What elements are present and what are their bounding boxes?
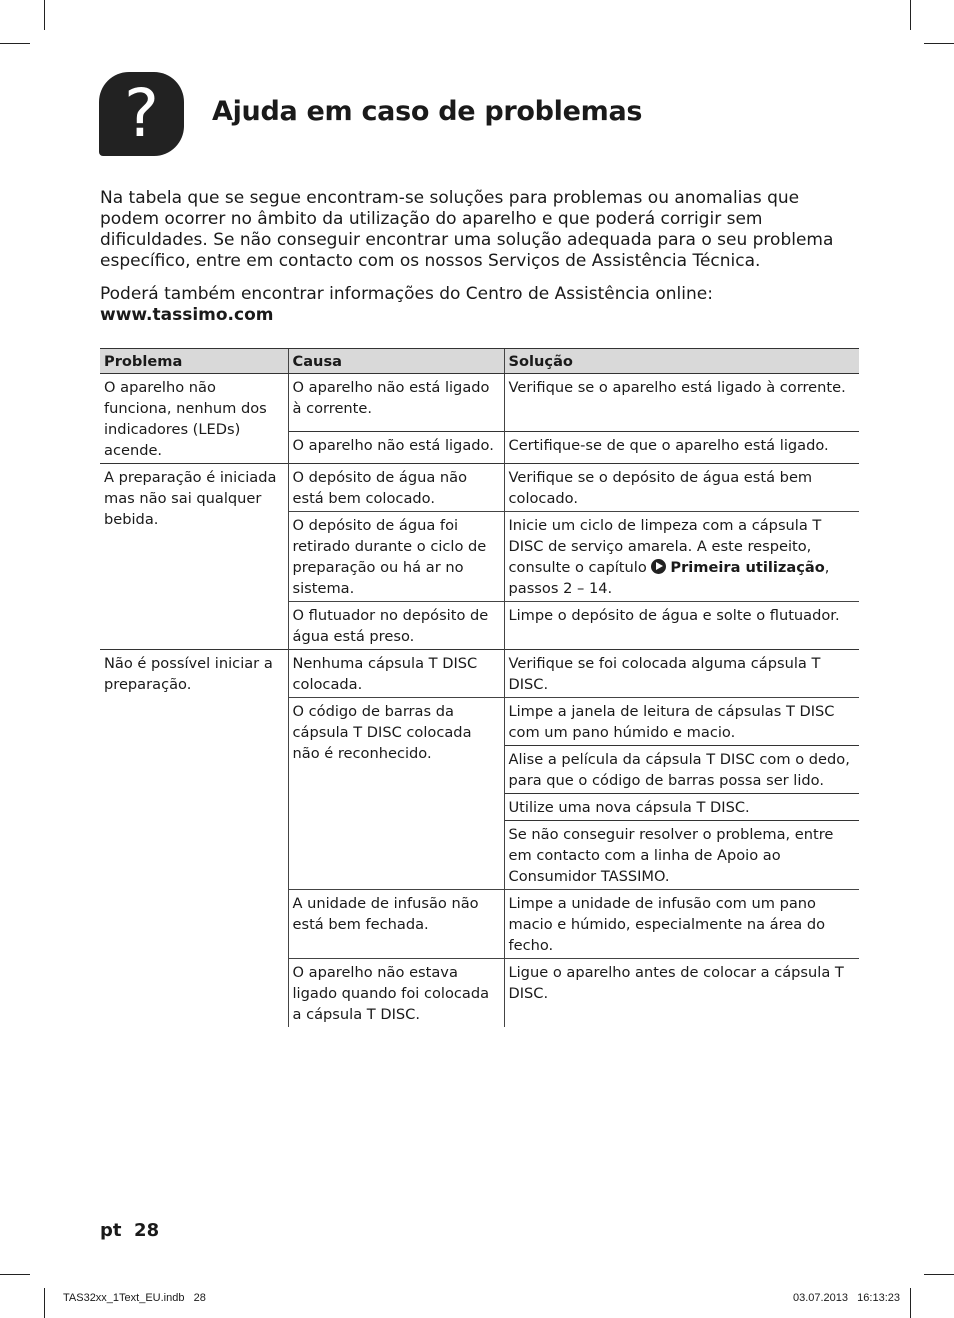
crop-mark <box>910 1288 911 1318</box>
cause-cell: O depósito de água foi retirado durante o ciclo de preparação ou há ar no sistema. <box>288 512 504 602</box>
solution-cell: Limpe o depósito de água e solte o flutuador. <box>504 602 859 650</box>
chapter-reference: Primeira utilização <box>670 559 825 576</box>
solution-cell: Certifique-se de que o aparelho está ligado. <box>504 431 859 463</box>
table-header-row <box>100 349 859 374</box>
solution-cell: Verifique se o aparelho está ligado à corrente. <box>504 374 859 432</box>
language-code: pt <box>100 1220 122 1241</box>
cause-cell: O flutuador no depósito de água está preso. <box>288 602 504 650</box>
crop-mark <box>44 1288 45 1318</box>
table-row <box>100 650 859 698</box>
header-solucao: Solução <box>504 349 859 374</box>
intro-paragraph: Na tabela que se segue encontram-se soluções para problemas ou anomalias que podem ocorrer no âmbito da utilização do aparelho e que poderá corrigir sem dificuldades. Se não conseguir encontrar uma solução adequada para o seu problema específico, entre em contacto com os nossos Serviços de Assistência Técnica. <box>100 188 834 271</box>
website-link[interactable]: www.tassimo.com <box>100 305 274 325</box>
crop-mark <box>924 43 954 44</box>
cause-cell: Nenhuma cápsula T DISC colocada. <box>288 650 504 698</box>
page-number <box>100 1220 159 1241</box>
question-mark-icon: ? <box>99 72 184 156</box>
header-causa: Causa <box>288 349 504 374</box>
online-info-text: Poderá também encontrar informações do Centro de Assistência online: <box>100 284 713 304</box>
solution-cell: Verifique se o depósito de água está bem colocado. <box>504 464 859 512</box>
page-title: Ajuda em caso de problemas <box>212 96 643 127</box>
header-problema: Problema <box>100 349 288 374</box>
cause-cell: O depósito de água não está bem colocado. <box>288 464 504 512</box>
cause-cell: A unidade de infusão não está bem fechada. <box>288 890 504 959</box>
solution-text: Inicie um ciclo de limpeza com a cápsula T DISC de serviço amarela. A este respeito, consulte o capítulo <box>508 517 822 576</box>
solution-cell: Utilize uma nova cápsula T DISC. <box>504 794 859 821</box>
crop-mark <box>0 43 30 44</box>
cause-cell: O aparelho não está ligado à corrente. <box>288 374 504 432</box>
cause-cell: O aparelho não estava ligado quando foi colocada a cápsula T DISC. <box>288 959 504 1028</box>
cause-cell: O código de barras da cápsula T DISC colocada não é reconhecido. <box>288 698 504 890</box>
solution-cell <box>504 512 859 602</box>
solution-cell: Verifique se foi colocada alguma cápsula T DISC. <box>504 650 859 698</box>
crop-mark <box>0 1274 30 1275</box>
problem-cell: Não é possível iniciar a preparação. <box>100 650 288 1028</box>
page-number-value: 28 <box>134 1220 160 1241</box>
play-icon <box>651 559 666 574</box>
solution-cell: Limpe a unidade de infusão com um pano macio e húmido, especialmente na área do fecho. <box>504 890 859 959</box>
cause-cell: O aparelho não está ligado. <box>288 431 504 463</box>
problem-cell: O aparelho não funciona, nenhum dos indicadores (LEDs) acende. <box>104 379 267 459</box>
crop-mark <box>910 0 911 30</box>
troubleshooting-table <box>100 348 859 1027</box>
solution-cell: Alise a película da cápsula T DISC com o dedo, para que o código de barras possa ser lido. <box>504 746 859 794</box>
solution-cell: Se não conseguir resolver o problema, entre em contacto com a linha de Apoio ao Consumidor TASSIMO. <box>504 821 859 890</box>
crop-mark <box>924 1274 954 1275</box>
online-info <box>100 284 860 326</box>
solution-cell: Limpe a janela de leitura de cápsulas T DISC com um pano húmido e macio. <box>504 698 859 746</box>
problem-cell: A preparação é iniciada mas não sai qualquer bebida. <box>100 464 288 650</box>
table-row <box>100 464 859 512</box>
crop-mark <box>44 0 45 30</box>
table-row <box>100 374 859 432</box>
solution-cell: Ligue o aparelho antes de colocar a cápsula T DISC. <box>504 959 859 1028</box>
print-timestamp: 03.07.2013 16:13:23 <box>792 1292 900 1304</box>
solution-text-after: , passos 2 – 14. <box>508 559 830 597</box>
print-file-info: TAS32xx_1Text_EU.indb 28 <box>63 1292 206 1304</box>
